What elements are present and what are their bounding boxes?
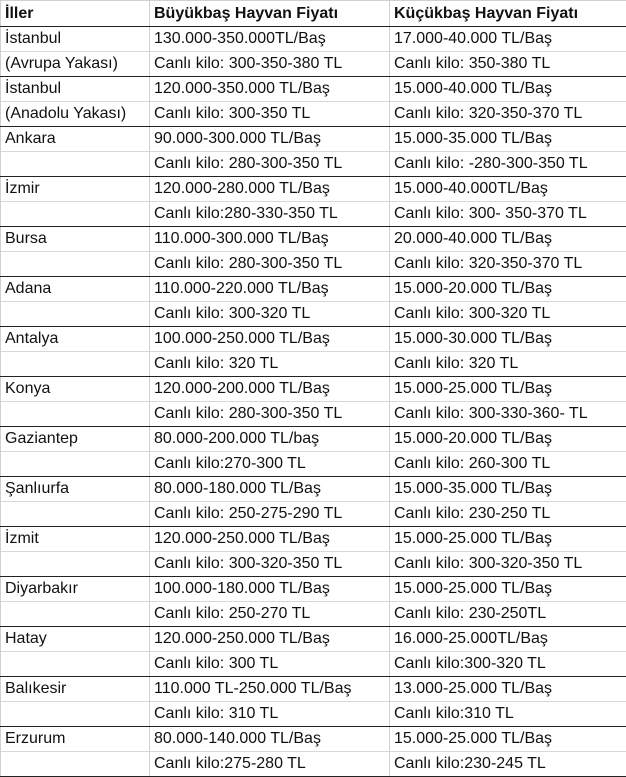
table-row [1, 27, 626, 52]
small-livestock-cell: Canlı kilo: 350-380 TL [390, 52, 626, 77]
large-livestock-cell: 120.000-350.000 TL/Baş [150, 77, 390, 102]
table-row [1, 602, 626, 627]
city-cell [1, 752, 150, 777]
large-livestock-cell: 120.000-250.000 TL/Baş [150, 627, 390, 652]
city-cell [1, 652, 150, 677]
small-livestock-cell: Canlı kilo:310 TL [390, 702, 626, 727]
city-cell: Balıkesir [1, 677, 150, 702]
table-row [1, 677, 626, 702]
table-row [1, 502, 626, 527]
city-cell: İstanbul [1, 77, 150, 102]
header-large-livestock: Büyükbaş Hayvan Fiyatı [150, 1, 390, 27]
large-livestock-cell: Canlı kilo: 250-275-290 TL [150, 502, 390, 527]
small-livestock-cell: Canlı kilo: 320-350-370 TL [390, 102, 626, 127]
city-cell: Gaziantep [1, 427, 150, 452]
table-row [1, 52, 626, 77]
table-row [1, 527, 626, 552]
table-row [1, 302, 626, 327]
city-cell [1, 202, 150, 227]
small-livestock-cell: Canlı kilo: 320-350-370 TL [390, 252, 626, 277]
city-cell [1, 252, 150, 277]
large-livestock-cell: 120.000-200.000 TL/Baş [150, 377, 390, 402]
small-livestock-cell: Canlı kilo: 260-300 TL [390, 452, 626, 477]
table-row [1, 477, 626, 502]
large-livestock-cell: Canlı kilo: 300-320-350 TL [150, 552, 390, 577]
small-livestock-cell: 15.000-35.000 TL/Baş [390, 477, 626, 502]
city-cell: (Anadolu Yakası) [1, 102, 150, 127]
large-livestock-cell: Canlı kilo:280-330-350 TL [150, 202, 390, 227]
small-livestock-cell: 15.000-40.000TL/Baş [390, 177, 626, 202]
city-cell: (Avrupa Yakası) [1, 52, 150, 77]
city-cell: İzmit [1, 527, 150, 552]
small-livestock-cell: 20.000-40.000 TL/Baş [390, 227, 626, 252]
large-livestock-cell: 110.000-220.000 TL/Baş [150, 277, 390, 302]
table-row [1, 252, 626, 277]
table-row [1, 377, 626, 402]
table-row [1, 652, 626, 677]
small-livestock-cell: Canlı kilo: 300-320-350 TL [390, 552, 626, 577]
city-cell: Hatay [1, 627, 150, 652]
table-row [1, 627, 626, 652]
small-livestock-cell: Canlı kilo:230-245 TL [390, 752, 626, 777]
city-cell [1, 152, 150, 177]
table-row [1, 427, 626, 452]
table-row [1, 202, 626, 227]
small-livestock-cell: Canlı kilo: -280-300-350 TL [390, 152, 626, 177]
table-row [1, 352, 626, 377]
large-livestock-cell: Canlı kilo: 250-270 TL [150, 602, 390, 627]
large-livestock-cell: Canlı kilo: 300-350-380 TL [150, 52, 390, 77]
large-livestock-cell: 110.000 TL-250.000 TL/Baş [150, 677, 390, 702]
small-livestock-cell: Canlı kilo: 230-250TL [390, 602, 626, 627]
city-cell: Bursa [1, 227, 150, 252]
large-livestock-cell: 90.000-300.000 TL/Baş [150, 127, 390, 152]
table-row [1, 102, 626, 127]
city-cell: Diyarbakır [1, 577, 150, 602]
header-city: İller [1, 1, 150, 27]
large-livestock-cell: 100.000-250.000 TL/Baş [150, 327, 390, 352]
large-livestock-cell: 110.000-300.000 TL/Baş [150, 227, 390, 252]
city-cell: Ankara [1, 127, 150, 152]
small-livestock-cell: 15.000-25.000 TL/Baş [390, 727, 626, 752]
table-row [1, 752, 626, 777]
table-row [1, 152, 626, 177]
table-row [1, 327, 626, 352]
table-row [1, 127, 626, 152]
table-row [1, 552, 626, 577]
table-row [1, 727, 626, 752]
table-row [1, 452, 626, 477]
large-livestock-cell: Canlı kilo: 300-350 TL [150, 102, 390, 127]
city-cell [1, 402, 150, 427]
table-body [1, 27, 626, 777]
large-livestock-cell: 120.000-250.000 TL/Baş [150, 527, 390, 552]
large-livestock-cell: Canlı kilo:270-300 TL [150, 452, 390, 477]
city-cell [1, 352, 150, 377]
city-cell: Adana [1, 277, 150, 302]
large-livestock-cell: 80.000-140.000 TL/Baş [150, 727, 390, 752]
small-livestock-cell: 15.000-20.000 TL/Baş [390, 427, 626, 452]
table-row [1, 177, 626, 202]
header-small-livestock: Küçükbaş Hayvan Fiyatı [390, 1, 626, 27]
large-livestock-cell: 120.000-280.000 TL/Baş [150, 177, 390, 202]
small-livestock-cell: Canlı kilo:300-320 TL [390, 652, 626, 677]
large-livestock-cell: Canlı kilo: 300-320 TL [150, 302, 390, 327]
large-livestock-cell: Canlı kilo: 280-300-350 TL [150, 252, 390, 277]
small-livestock-cell: Canlı kilo: 300-320 TL [390, 302, 626, 327]
large-livestock-cell: Canlı kilo: 280-300-350 TL [150, 402, 390, 427]
small-livestock-cell: 15.000-20.000 TL/Baş [390, 277, 626, 302]
large-livestock-cell: 100.000-180.000 TL/Baş [150, 577, 390, 602]
city-cell: İzmir [1, 177, 150, 202]
large-livestock-cell: Canlı kilo:275-280 TL [150, 752, 390, 777]
city-cell [1, 702, 150, 727]
table-row [1, 227, 626, 252]
small-livestock-cell: 15.000-30.000 TL/Baş [390, 327, 626, 352]
large-livestock-cell: Canlı kilo: 300 TL [150, 652, 390, 677]
small-livestock-cell: 15.000-25.000 TL/Baş [390, 577, 626, 602]
small-livestock-cell: Canlı kilo: 230-250 TL [390, 502, 626, 527]
city-cell [1, 502, 150, 527]
large-livestock-cell: Canlı kilo: 280-300-350 TL [150, 152, 390, 177]
small-livestock-cell: Canlı kilo: 300- 350-370 TL [390, 202, 626, 227]
large-livestock-cell: 80.000-200.000 TL/baş [150, 427, 390, 452]
city-cell [1, 302, 150, 327]
table-row [1, 702, 626, 727]
large-livestock-cell: 80.000-180.000 TL/Baş [150, 477, 390, 502]
small-livestock-cell: 17.000-40.000 TL/Baş [390, 27, 626, 52]
city-cell [1, 552, 150, 577]
city-cell: Erzurum [1, 727, 150, 752]
large-livestock-cell: Canlı kilo: 310 TL [150, 702, 390, 727]
small-livestock-cell: 15.000-35.000 TL/Baş [390, 127, 626, 152]
header-row [1, 1, 626, 27]
city-cell: Antalya [1, 327, 150, 352]
table-row [1, 402, 626, 427]
small-livestock-cell: 13.000-25.000 TL/Baş [390, 677, 626, 702]
city-cell [1, 452, 150, 477]
city-cell: Konya [1, 377, 150, 402]
small-livestock-cell: 16.000-25.000TL/Baş [390, 627, 626, 652]
small-livestock-cell: Canlı kilo: 300-330-360- TL [390, 402, 626, 427]
large-livestock-cell: Canlı kilo: 320 TL [150, 352, 390, 377]
city-cell: İstanbul [1, 27, 150, 52]
small-livestock-cell: Canlı kilo: 320 TL [390, 352, 626, 377]
large-livestock-cell: 130.000-350.000TL/Baş [150, 27, 390, 52]
table-row [1, 77, 626, 102]
small-livestock-cell: 15.000-25.000 TL/Baş [390, 377, 626, 402]
city-cell: Şanlıurfa [1, 477, 150, 502]
table-row [1, 577, 626, 602]
small-livestock-cell: 15.000-25.000 TL/Baş [390, 527, 626, 552]
city-cell [1, 602, 150, 627]
table-row [1, 277, 626, 302]
small-livestock-cell: 15.000-40.000 TL/Baş [390, 77, 626, 102]
